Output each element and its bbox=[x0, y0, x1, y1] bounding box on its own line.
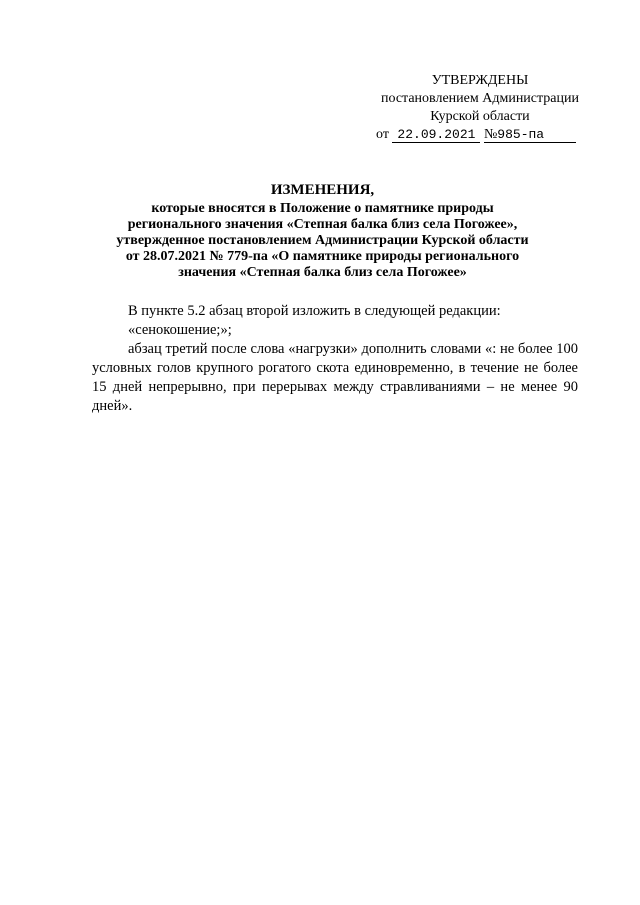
body-paragraph: В пункте 5.2 абзац второй изложить в следующей редакции: bbox=[128, 303, 501, 319]
heading-line: от 28.07.2021 № 779-па «О памятнике природы регионального bbox=[125, 249, 520, 264]
body-paragraph: абзац третий после слова «нагрузки» дополнить словами «: не более 100 условных голов крупного рогатого скота единовременно, в течение не более 15 дней непрерывно, при перерывах между стравливаниями – не менее 90 дней». bbox=[92, 341, 578, 414]
heading-line: регионального значения «Степная балка близ села Погожее», bbox=[127, 217, 518, 232]
document-body bbox=[92, 302, 578, 416]
approval-stamp bbox=[360, 72, 600, 144]
heading-line: утвержденное постановлением Администрации Курской области bbox=[116, 233, 529, 248]
heading-line: которые вносятся в Положение о памятнике природы bbox=[151, 201, 494, 216]
heading-line: значения «Степная балка близ села Погожее» bbox=[178, 265, 467, 280]
approval-region: Курской области bbox=[430, 109, 530, 124]
date-prefix: от bbox=[376, 127, 389, 142]
approval-title: УТВЕРЖДЕНЫ bbox=[431, 73, 529, 88]
body-paragraph: «сенокошение;»; bbox=[128, 322, 232, 338]
approval-date-line bbox=[360, 126, 600, 144]
number-prefix: № bbox=[483, 127, 498, 142]
approval-authority: постановлением Администрации bbox=[381, 91, 579, 106]
heading-title: ИЗМЕНЕНИЯ, bbox=[270, 182, 375, 198]
approval-date: 22.09.2021 bbox=[392, 127, 480, 143]
document-heading bbox=[80, 182, 565, 281]
approval-number: 985-па bbox=[497, 127, 545, 142]
